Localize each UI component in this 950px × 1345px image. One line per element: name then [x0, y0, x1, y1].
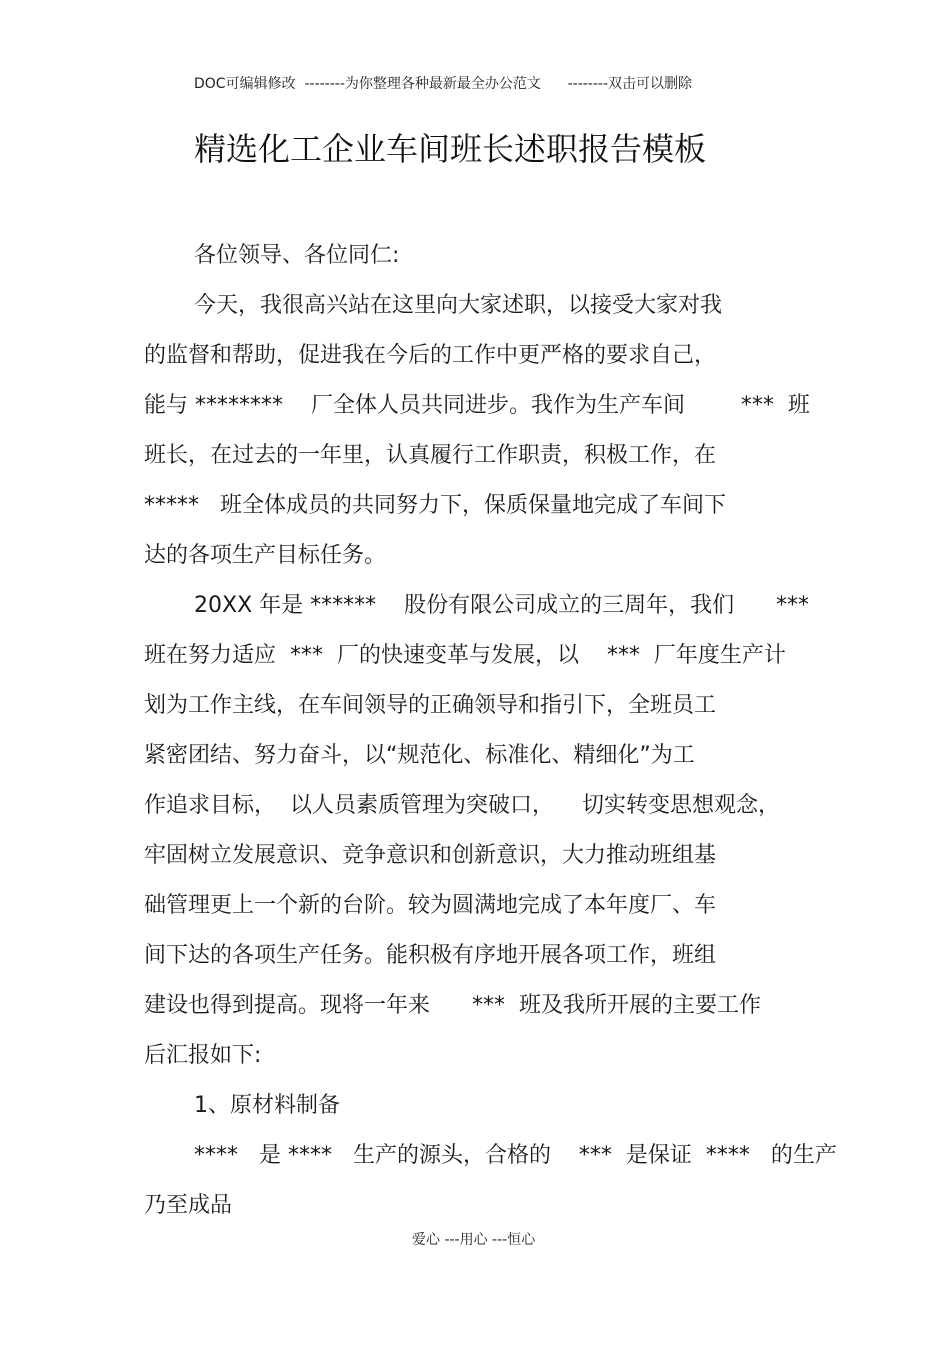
body-line: **** 是 **** 生产的源头，合格的 *** 是保证 **** 的生产: [194, 1143, 837, 1168]
body-line: ***** 班全体成员的共同努力下，保质保量地完成了车间下: [144, 493, 726, 518]
section-heading: 1、原材料制备: [194, 1093, 340, 1118]
body-line: 作追求目标， 以人员素质管理为突破口， 切实转变思想观念，: [144, 793, 780, 818]
page-header-text: DOC可编辑修改 --------为你整理各种最新最全办公范文 --------双击可以删除: [194, 76, 693, 92]
body-line: 今天，我很高兴站在这里向大家述职，以接受大家对我: [194, 293, 723, 318]
body-line: 达的各项生产目标任务。: [144, 543, 387, 568]
body-line: 建设也得到提高。现将一年来 *** 班及我所开展的主要工作: [144, 993, 761, 1018]
body-line: 间下达的各项生产任务。能积极有序地开展各项工作，班组: [144, 943, 717, 968]
body-line: 紧密团结、努力奋斗，以“规范化、标准化、精细化”为工: [144, 743, 695, 768]
body-line: 乃至成品: [144, 1193, 233, 1218]
body-line: 础管理更上一个新的台阶。较为圆满地完成了本年度厂、车: [144, 893, 717, 918]
body-line: 划为工作主线，在车间领导的正确领导和指引下，全班员工: [144, 693, 717, 718]
body-line: 20XX 年是 ****** 股份有限公司成立的三周年，我们 ***: [194, 593, 810, 618]
document-title: 精选化工企业车间班长述职报告模板: [194, 130, 707, 168]
body-line: 能与 ******** 厂全体人员共同进步。我作为生产车间 *** 班: [144, 393, 810, 418]
body-line: 班在努力适应 *** 厂的快速变革与发展，以 *** 厂年度生产计: [144, 643, 786, 668]
body-line: 各位领导、各位同仁:: [194, 243, 400, 268]
page-footer-text: 爱心 ---用心 ---恒心: [412, 1232, 536, 1248]
body-line: 后汇报如下:: [144, 1043, 262, 1068]
body-line: 的监督和帮助，促进我在今后的工作中更严格的要求自己，: [144, 343, 717, 368]
body-line: 牢固树立发展意识、竞争意识和创新意识，大力推动班组基: [144, 843, 717, 868]
body-line: 班长，在过去的一年里，认真履行工作职责，积极工作，在: [144, 443, 717, 468]
